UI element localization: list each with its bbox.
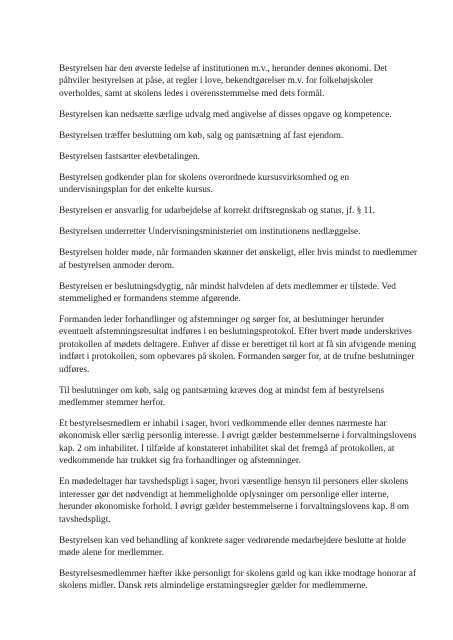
text-line: Bestyrelsesmedlemmer hæfter ikke personligt for skolens gæld og kan ikke modtage honorar af <box>59 568 417 579</box>
paragraph <box>59 476 410 526</box>
paragraph <box>59 385 399 410</box>
text-line: En mødedeltager har tavshedspligt i sager, hvori væsentlige hensyn til personers eller skolens <box>59 477 409 488</box>
text-line: Et bestyrelsesmedlem er inhabil i sager, hvori vedkommende eller dennes nærmeste har <box>59 419 387 430</box>
document-body <box>59 63 418 601</box>
text-line: Formanden leder forhandlinger og afstemninger og sørger for, at beslutninger herunder <box>59 315 385 326</box>
text-line: udføres. <box>59 364 90 375</box>
text-line: Bestyrelsen er ansvarlig for udarbejdelse af korrekt driftsregnskab og status, jf. § 11. <box>59 206 375 217</box>
text-line: overholdes, samt at skolens ledes i overensstemmelse med dets formål. <box>59 88 325 99</box>
text-line: herunder økonomiske forhold. I øvrigt gælder bestemmelserne i forvaltningslovens kap. 8 om <box>59 502 410 513</box>
text-line: af bestyrelsen anmoder derom. <box>59 260 175 271</box>
paragraph <box>59 151 399 163</box>
paragraph <box>59 418 417 468</box>
text-line: skolens midler. Dansk rets almindelige erstatningsregler gælder for medlemmerne. <box>59 581 368 592</box>
paragraph <box>59 63 399 100</box>
text-line: Bestyrelsen fastsætter elevbetalingen. <box>59 151 200 162</box>
text-line: medlemmer stemmer herfor. <box>59 398 166 409</box>
text-line: kap. 2 om inhabilitet. I tilfælde af konstateret inhabilitet skal det fremgå af protokollen, at <box>59 443 395 454</box>
text-line: Bestyrelsen holder møde, når formanden skønner det ønskeligt, eller hvis mindst to medlemmer <box>59 248 418 259</box>
paragraph <box>59 247 418 272</box>
paragraph <box>59 568 417 593</box>
text-line: Til beslutninger om køb, salg og pantsætning kræves dog at mindst fem af bestyrelsens <box>59 385 385 396</box>
paragraph <box>59 172 399 197</box>
text-line: protokollen af mødets deltagere. Enhver af disse er berettiget til kort at få sin afvigende mening <box>59 339 417 350</box>
text-line: økonomisk eller særlig personlig interesse. I øvrigt gælder bestemmelserne i forvaltningslovens <box>59 431 417 442</box>
text-line: stemmelighed er formandens stemme afgørende. <box>59 294 241 305</box>
paragraph <box>59 314 417 376</box>
text-line: Bestyrelsen underretter Undervisningsministeriet om institutionens nedlæggelse. <box>59 227 361 238</box>
text-line: påhviler bestyrelsen at påse, at regler i love, bekendtgørelser m.v. for folkehøjskoler <box>59 76 374 87</box>
paragraph <box>59 281 399 306</box>
text-line: interesser gør det nødvendigt at hemmeligholde oplysninger om personlige eller interne, <box>59 489 389 500</box>
paragraph <box>59 130 399 142</box>
text-line: Bestyrelsen træffer beslutning om køb, salg og pantsætning af fast ejendom. <box>59 130 344 141</box>
text-line: Bestyrelsen kan ved behandling af konkrete sager vedrørende medarbejdere beslutte at holde <box>59 535 406 546</box>
text-line: Bestyrelsen godkender plan for skolens overordnede kursusvirksomhed og en <box>59 172 350 183</box>
text-line: tavshedspligt. <box>59 514 111 525</box>
paragraph <box>59 535 406 560</box>
text-line: eventuelt afstemningsresultat indføres i en beslutningsprotokol. Efter hvert møde underskrives <box>59 327 412 338</box>
text-line: indført i protokollen, som opbevares på skolen. Formanden sørger for, at de trufne beslutninger <box>59 352 415 363</box>
text-line: undervisningsplan for det enkelte kursus. <box>59 185 213 196</box>
text-line: møde alene for medlemmer. <box>59 547 164 558</box>
text-line: vedkommende har trukket sig fra forhandlinger og afstemninger. <box>59 456 301 467</box>
paragraph <box>59 109 399 121</box>
paragraph <box>59 205 399 217</box>
text-line: Bestyrelsen har den øverste ledelse af institutionen m.v., herunder dennes økonomi. Det <box>59 64 388 74</box>
text-line: Bestyrelsen kan nedsætte særlige udvalg med angivelse af disses opgave og kompetence. <box>59 109 392 120</box>
text-line: Bestyrelsen er beslutningsdygtig, når mindst halvdelen af dets medlemmer er tilstede. Ved <box>59 281 396 292</box>
paragraph <box>59 226 399 238</box>
